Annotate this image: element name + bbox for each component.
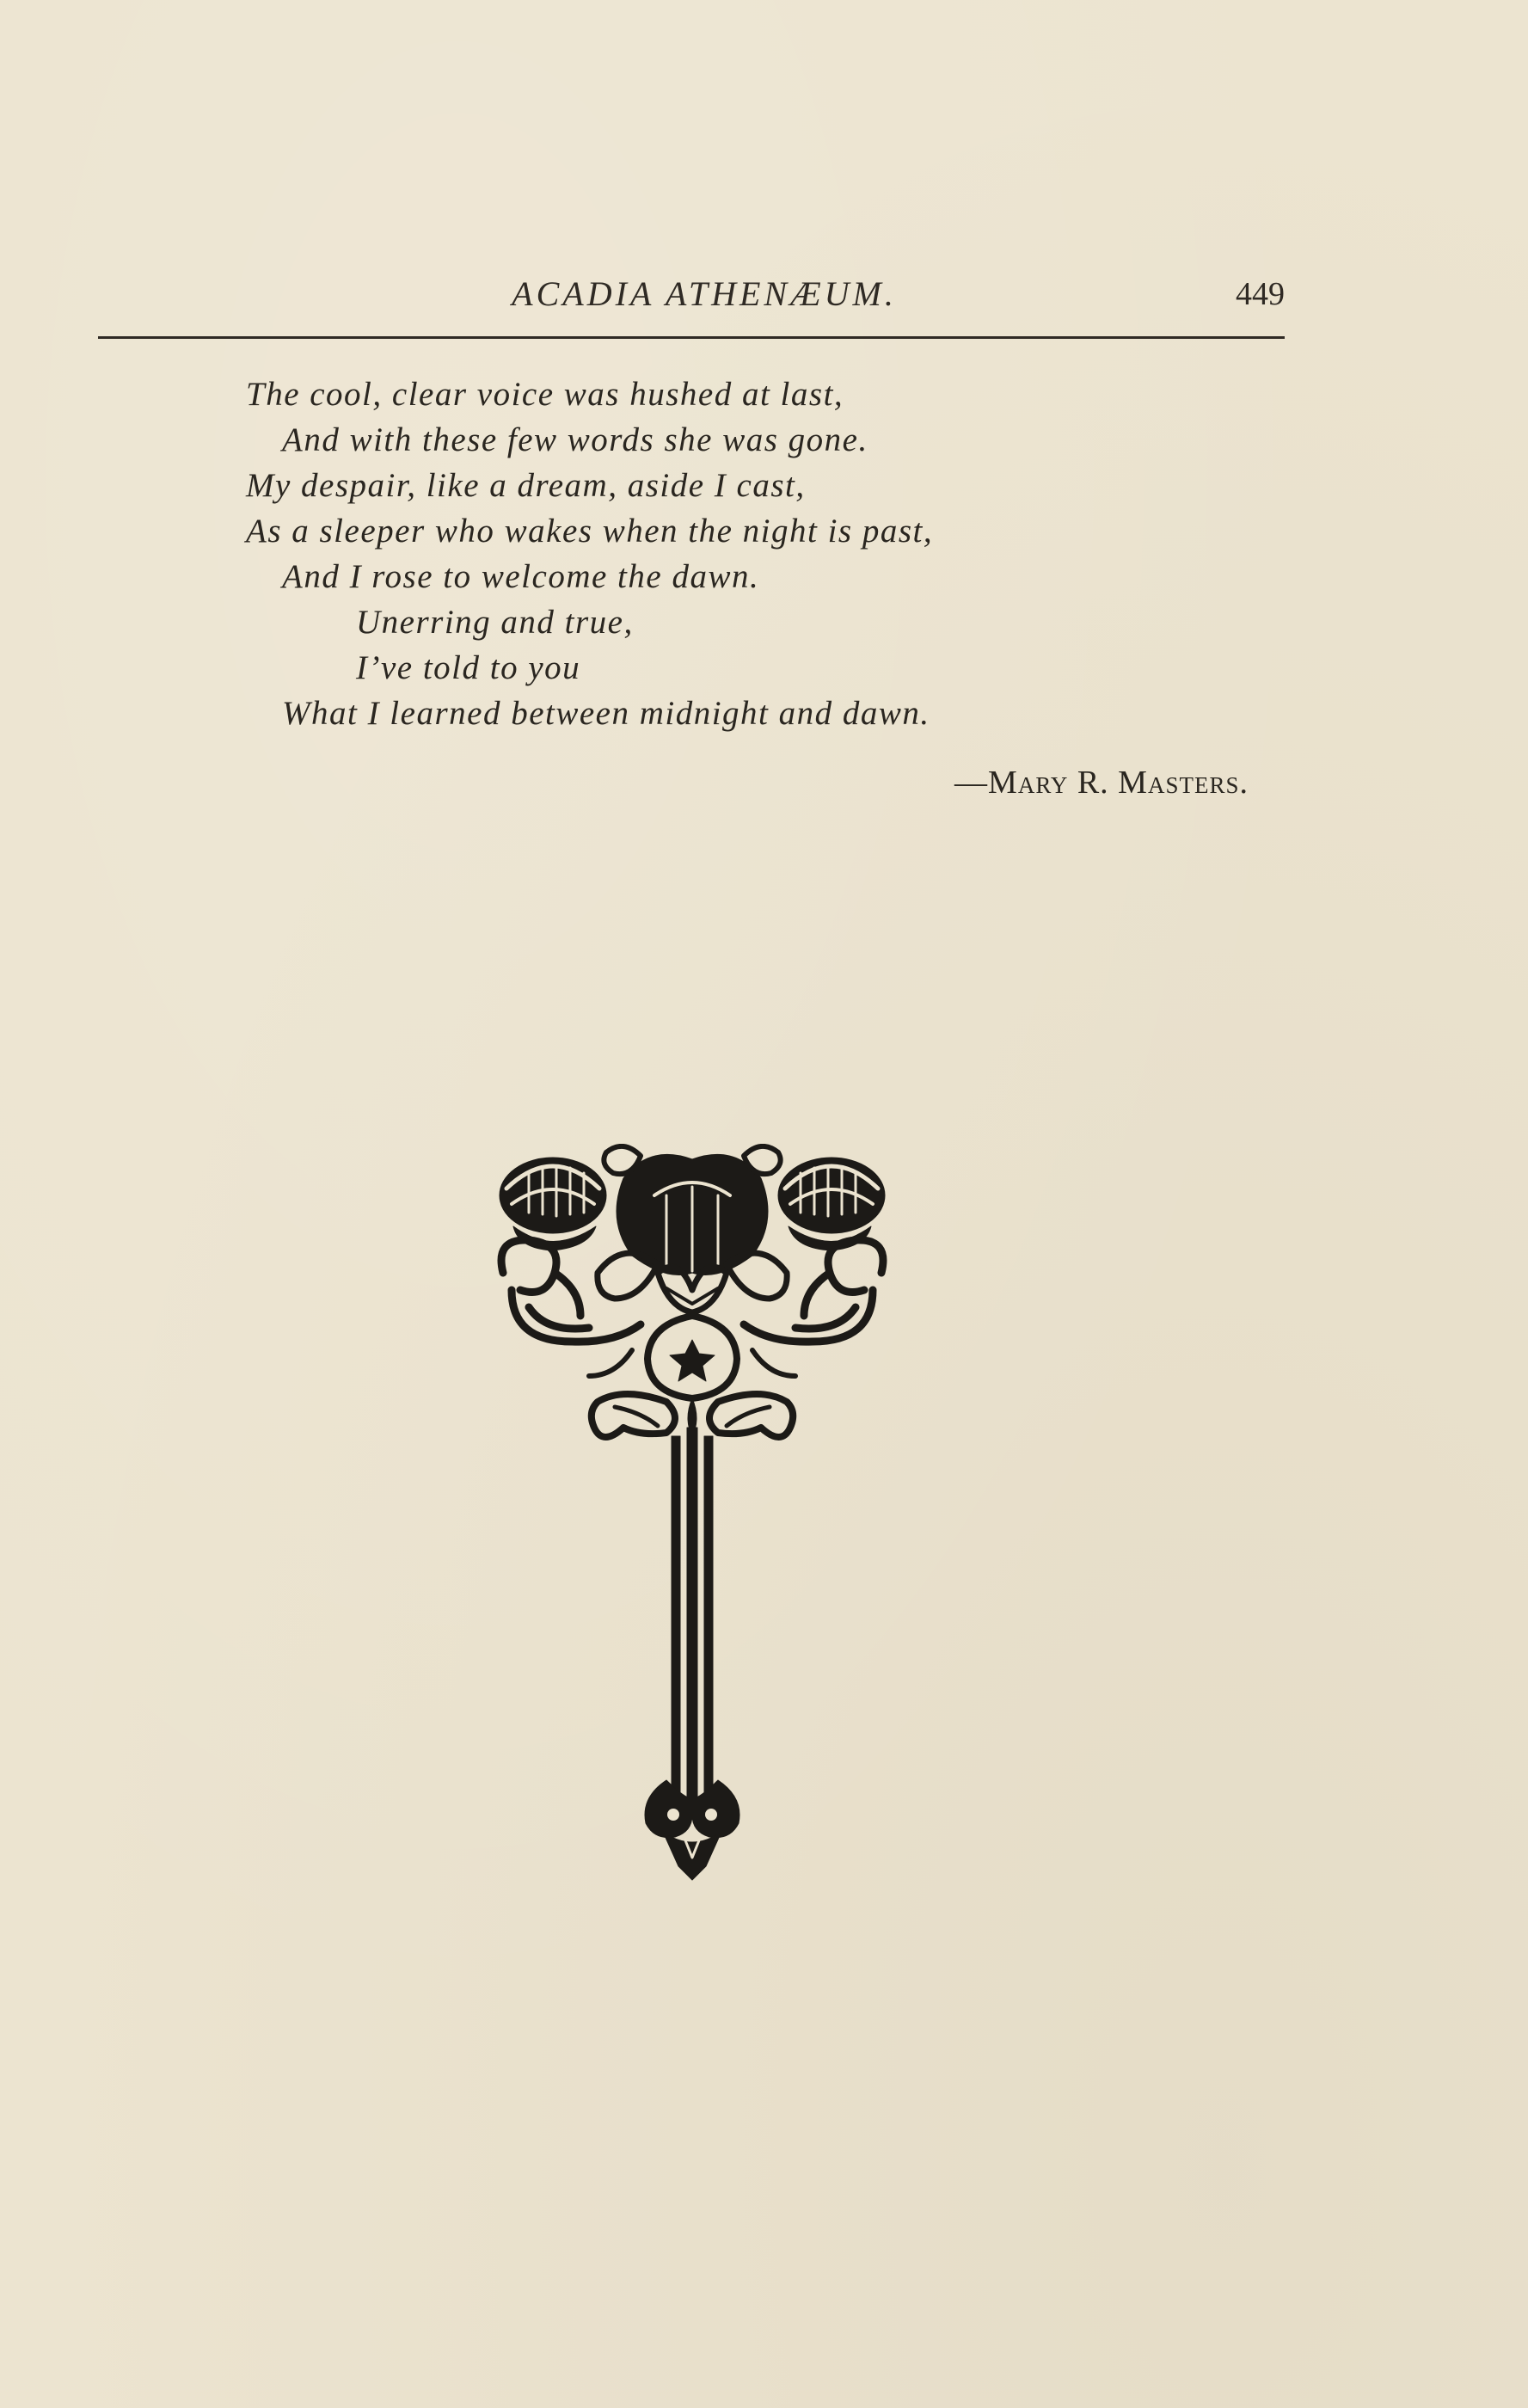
stem-icon [672, 1428, 713, 1806]
poem-line: And with these few words she was gone. [282, 421, 868, 458]
poem [246, 372, 1278, 736]
star-medallion-icon [589, 1316, 795, 1398]
running-title: ACADIA ATHENÆUM. [512, 274, 897, 313]
header-rule [98, 336, 1285, 339]
running-head [98, 273, 1285, 325]
attribution: —Mary R. Masters. [954, 765, 1249, 801]
right-flower-icon [778, 1158, 885, 1250]
art-nouveau-floral-tailpiece-icon [494, 1144, 890, 1883]
poem-line: The cool, clear voice was hushed at last, [246, 376, 844, 413]
poem-line: And I rose to welcome the dawn. [282, 558, 760, 595]
poem-line: I’ve told to you [356, 649, 581, 686]
page-number: 449 [1236, 276, 1285, 312]
poem-line: My despair, like a dream, aside I cast, [246, 467, 806, 504]
poem-line: Unerring and true, [356, 604, 634, 641]
left-flower-icon [500, 1158, 606, 1250]
poem-line: What I learned between midnight and dawn. [282, 695, 930, 732]
poem-line: As a sleeper who wakes when the night is past, [246, 513, 934, 550]
